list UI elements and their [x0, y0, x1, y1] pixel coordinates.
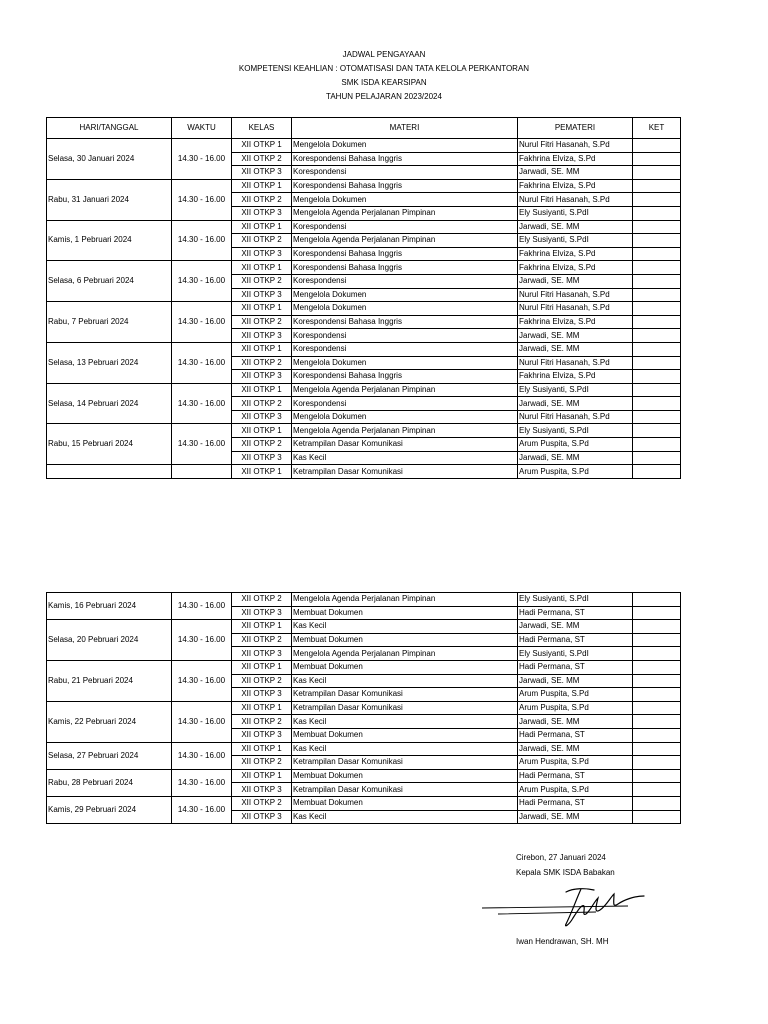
note-cell [633, 302, 681, 316]
material-cell: Mengelola Dokumen [292, 139, 518, 153]
note-cell [633, 701, 681, 715]
material-cell: Membuat Dokumen [292, 728, 518, 742]
material-cell: Korespondensi [292, 342, 518, 356]
material-cell: Mengelola Dokumen [292, 356, 518, 370]
teacher-cell: Fakhrina Elviza, S.Pd [518, 179, 633, 193]
day-date-cell: Kamis, 1 Pebruari 2024 [47, 220, 172, 261]
note-cell [633, 139, 681, 153]
teacher-cell: Hadi Permana, ST [518, 606, 633, 620]
class-cell: XII OTKP 3 [232, 606, 292, 620]
teacher-cell: Hadi Permana, ST [518, 796, 633, 810]
note-cell [633, 660, 681, 674]
teacher-cell: Fakhrina Elviza, S.Pd [518, 152, 633, 166]
material-cell: Korespondensi [292, 329, 518, 343]
class-cell: XII OTKP 3 [232, 688, 292, 702]
day-date-cell: Rabu, 15 Pebruari 2024 [47, 424, 172, 465]
note-cell [633, 342, 681, 356]
note-cell [633, 756, 681, 770]
material-cell: Ketrampilan Dasar Komunikasi [292, 701, 518, 715]
day-date-cell: Selasa, 30 Januari 2024 [47, 139, 172, 180]
schedule-title: JADWAL PENGAYAAN [342, 50, 426, 59]
material-cell: Korespondensi [292, 397, 518, 411]
note-cell [633, 783, 681, 797]
table-row [47, 701, 681, 715]
table-row [47, 620, 681, 634]
class-cell: XII OTKP 2 [232, 234, 292, 248]
schedule-table-page-2 [46, 592, 681, 824]
note-cell [633, 206, 681, 220]
teacher-cell: Jarwadi, SE. MM [518, 220, 633, 234]
material-cell: Korespondensi [292, 274, 518, 288]
class-cell: XII OTKP 3 [232, 206, 292, 220]
place-date: Cirebon, 27 Januari 2024 [516, 853, 606, 862]
handwritten-signature [478, 886, 648, 932]
teacher-cell: Hadi Permana, ST [518, 633, 633, 647]
material-cell: Mengelola Agenda Perjalanan Pimpinan [292, 206, 518, 220]
teacher-cell: Jarwadi, SE. MM [518, 342, 633, 356]
class-cell: XII OTKP 2 [232, 356, 292, 370]
class-cell: XII OTKP 2 [232, 193, 292, 207]
time-cell: 14.30 - 16.00 [172, 261, 232, 302]
teacher-cell: Nurul Fitri Hasanah, S.Pd [518, 288, 633, 302]
time-cell: 14.30 - 16.00 [172, 701, 232, 742]
table-row [47, 220, 681, 234]
note-cell [633, 315, 681, 329]
time-cell [172, 465, 232, 479]
note-cell [633, 370, 681, 384]
time-cell: 14.30 - 16.00 [172, 620, 232, 661]
material-cell: Mengelola Agenda Perjalanan Pimpinan [292, 424, 518, 438]
class-cell: XII OTKP 3 [232, 783, 292, 797]
note-cell [633, 220, 681, 234]
teacher-cell: Fakhrina Elviza, S.Pd [518, 315, 633, 329]
teacher-cell: Jarwadi, SE. MM [518, 166, 633, 180]
teacher-cell: Jarwadi, SE. MM [518, 451, 633, 465]
teacher-cell: Arum Puspita, S.Pd [518, 465, 633, 479]
material-cell: Korespondensi [292, 166, 518, 180]
note-cell [633, 247, 681, 261]
material-cell: Ketrampilan Dasar Komunikasi [292, 783, 518, 797]
material-cell: Kas Kecil [292, 674, 518, 688]
teacher-cell: Jarwadi, SE. MM [518, 715, 633, 729]
material-cell: Korespondensi Bahasa Inggris [292, 370, 518, 384]
col-header-class: KELAS [232, 118, 292, 139]
teacher-cell: Jarwadi, SE. MM [518, 397, 633, 411]
time-cell: 14.30 - 16.00 [172, 139, 232, 180]
material-cell: Ketrampilan Dasar Komunikasi [292, 438, 518, 452]
note-cell [633, 742, 681, 756]
class-cell: XII OTKP 1 [232, 701, 292, 715]
table-row [47, 465, 681, 479]
material-cell: Mengelola Agenda Perjalanan Pimpinan [292, 647, 518, 661]
principal-name: Iwan Hendrawan, SH. MH [516, 937, 609, 946]
note-cell [633, 796, 681, 810]
principal-position: Kepala SMK ISDA Babakan [516, 868, 615, 877]
table-row [47, 769, 681, 783]
teacher-cell: Hadi Permana, ST [518, 728, 633, 742]
day-date-cell: Rabu, 7 Pebruari 2024 [47, 302, 172, 343]
note-cell [633, 410, 681, 424]
class-cell: XII OTKP 3 [232, 647, 292, 661]
material-cell: Korespondensi Bahasa Inggris [292, 247, 518, 261]
day-date-cell: Selasa, 6 Pebruari 2024 [47, 261, 172, 302]
note-cell [633, 438, 681, 452]
material-cell: Membuat Dokumen [292, 633, 518, 647]
note-cell [633, 674, 681, 688]
table-row [47, 660, 681, 674]
material-cell: Ketrampilan Dasar Komunikasi [292, 756, 518, 770]
note-cell [633, 810, 681, 824]
col-header-teacher: PEMATERI [518, 118, 633, 139]
table-row [47, 302, 681, 316]
class-cell: XII OTKP 2 [232, 756, 292, 770]
material-cell: Mengelola Dokumen [292, 302, 518, 316]
material-cell: Ketrampilan Dasar Komunikasi [292, 465, 518, 479]
teacher-cell: Arum Puspita, S.Pd [518, 688, 633, 702]
teacher-cell: Fakhrina Elviza, S.Pd [518, 261, 633, 275]
time-cell: 14.30 - 16.00 [172, 179, 232, 220]
note-cell [633, 356, 681, 370]
note-cell [633, 329, 681, 343]
material-cell: Mengelola Dokumen [292, 288, 518, 302]
teacher-cell: Arum Puspita, S.Pd [518, 438, 633, 452]
note-cell [633, 383, 681, 397]
class-cell: XII OTKP 1 [232, 342, 292, 356]
material-cell: Membuat Dokumen [292, 796, 518, 810]
class-cell: XII OTKP 3 [232, 728, 292, 742]
time-cell: 14.30 - 16.00 [172, 593, 232, 620]
day-date-cell: Rabu, 31 Januari 2024 [47, 179, 172, 220]
table-row [47, 261, 681, 275]
material-cell: Membuat Dokumen [292, 660, 518, 674]
class-cell: XII OTKP 2 [232, 397, 292, 411]
material-cell: Kas Kecil [292, 620, 518, 634]
class-cell: XII OTKP 2 [232, 674, 292, 688]
time-cell: 14.30 - 16.00 [172, 660, 232, 701]
teacher-cell: Ely Susiyanti, S.PdI [518, 647, 633, 661]
note-cell [633, 451, 681, 465]
class-cell: XII OTKP 2 [232, 633, 292, 647]
material-cell: Korespondensi Bahasa Inggris [292, 315, 518, 329]
class-cell: XII OTKP 3 [232, 288, 292, 302]
class-cell: XII OTKP 2 [232, 315, 292, 329]
class-cell: XII OTKP 3 [232, 166, 292, 180]
col-header-time: WAKTU [172, 118, 232, 139]
note-cell [633, 261, 681, 275]
material-cell: Membuat Dokumen [292, 606, 518, 620]
material-cell: Mengelola Agenda Perjalanan Pimpinan [292, 234, 518, 248]
class-cell: XII OTKP 1 [232, 742, 292, 756]
table-row [47, 742, 681, 756]
day-date-cell [47, 465, 172, 479]
class-cell: XII OTKP 2 [232, 274, 292, 288]
material-cell: Kas Kecil [292, 715, 518, 729]
note-cell [633, 166, 681, 180]
material-cell: Mengelola Agenda Perjalanan Pimpinan [292, 383, 518, 397]
material-cell: Ketrampilan Dasar Komunikasi [292, 688, 518, 702]
teacher-cell: Hadi Permana, ST [518, 660, 633, 674]
day-date-cell: Selasa, 20 Pebruari 2024 [47, 620, 172, 661]
day-date-cell: Kamis, 16 Pebruari 2024 [47, 593, 172, 620]
material-cell: Mengelola Dokumen [292, 193, 518, 207]
table-row [47, 383, 681, 397]
material-cell: Membuat Dokumen [292, 769, 518, 783]
time-cell: 14.30 - 16.00 [172, 424, 232, 465]
teacher-cell: Arum Puspita, S.Pd [518, 783, 633, 797]
class-cell: XII OTKP 3 [232, 247, 292, 261]
note-cell [633, 647, 681, 661]
table-header-row [47, 118, 681, 139]
note-cell [633, 728, 681, 742]
class-cell: XII OTKP 3 [232, 810, 292, 824]
class-cell: XII OTKP 3 [232, 370, 292, 384]
col-header-note: KET [633, 118, 681, 139]
material-cell: Mengelola Agenda Perjalanan Pimpinan [292, 593, 518, 607]
class-cell: XII OTKP 1 [232, 261, 292, 275]
class-cell: XII OTKP 1 [232, 179, 292, 193]
table-row [47, 139, 681, 153]
teacher-cell: Fakhrina Elviza, S.Pd [518, 247, 633, 261]
day-date-cell: Selasa, 27 Pebruari 2024 [47, 742, 172, 769]
material-cell: Korespondensi Bahasa Inggris [292, 261, 518, 275]
note-cell [633, 606, 681, 620]
time-cell: 14.30 - 16.00 [172, 383, 232, 424]
note-cell [633, 274, 681, 288]
day-date-cell: Selasa, 13 Pebruari 2024 [47, 342, 172, 383]
school-name: SMK ISDA KEARSIPAN [341, 78, 427, 87]
material-cell: Korespondensi Bahasa Inggris [292, 179, 518, 193]
class-cell: XII OTKP 2 [232, 715, 292, 729]
class-cell: XII OTKP 3 [232, 410, 292, 424]
note-cell [633, 152, 681, 166]
time-cell: 14.30 - 16.00 [172, 342, 232, 383]
note-cell [633, 234, 681, 248]
col-header-material: MATERI [292, 118, 518, 139]
class-cell: XII OTKP 1 [232, 302, 292, 316]
table-row [47, 342, 681, 356]
teacher-cell: Ely Susiyanti, S.PdI [518, 234, 633, 248]
day-date-cell: Rabu, 28 Pebruari 2024 [47, 769, 172, 796]
time-cell: 14.30 - 16.00 [172, 796, 232, 823]
class-cell: XII OTKP 2 [232, 593, 292, 607]
day-date-cell: Selasa, 14 Pebruari 2024 [47, 383, 172, 424]
note-cell [633, 633, 681, 647]
note-cell [633, 179, 681, 193]
teacher-cell: Jarwadi, SE. MM [518, 329, 633, 343]
note-cell [633, 424, 681, 438]
time-cell: 14.30 - 16.00 [172, 302, 232, 343]
class-cell: XII OTKP 1 [232, 465, 292, 479]
note-cell [633, 465, 681, 479]
table-row [47, 424, 681, 438]
teacher-cell: Ely Susiyanti, S.PdI [518, 383, 633, 397]
time-cell: 14.30 - 16.00 [172, 769, 232, 796]
note-cell [633, 288, 681, 302]
class-cell: XII OTKP 1 [232, 220, 292, 234]
class-cell: XII OTKP 2 [232, 438, 292, 452]
material-cell: Korespondensi Bahasa Inggris [292, 152, 518, 166]
class-cell: XII OTKP 1 [232, 769, 292, 783]
material-cell: Kas Kecil [292, 451, 518, 465]
class-cell: XII OTKP 1 [232, 139, 292, 153]
schedule-table-page-1 [46, 117, 681, 479]
day-date-cell: Rabu, 21 Pebruari 2024 [47, 660, 172, 701]
time-cell: 14.30 - 16.00 [172, 742, 232, 769]
day-date-cell: Kamis, 29 Pebruari 2024 [47, 796, 172, 823]
teacher-cell: Jarwadi, SE. MM [518, 674, 633, 688]
material-cell: Kas Kecil [292, 810, 518, 824]
teacher-cell: Arum Puspita, S.Pd [518, 701, 633, 715]
teacher-cell: Jarwadi, SE. MM [518, 810, 633, 824]
note-cell [633, 769, 681, 783]
class-cell: XII OTKP 1 [232, 383, 292, 397]
teacher-cell: Fakhrina Elviza, S.Pd [518, 370, 633, 384]
note-cell [633, 193, 681, 207]
teacher-cell: Ely Susiyanti, S.PdI [518, 424, 633, 438]
teacher-cell: Jarwadi, SE. MM [518, 742, 633, 756]
teacher-cell: Hadi Permana, ST [518, 769, 633, 783]
material-cell: Mengelola Dokumen [292, 410, 518, 424]
teacher-cell: Arum Puspita, S.Pd [518, 756, 633, 770]
teacher-cell: Nurul Fitri Hasanah, S.Pd [518, 139, 633, 153]
day-date-cell: Kamis, 22 Pebruari 2024 [47, 701, 172, 742]
class-cell: XII OTKP 2 [232, 796, 292, 810]
note-cell [633, 688, 681, 702]
teacher-cell: Ely Susiyanti, S.PdI [518, 593, 633, 607]
class-cell: XII OTKP 3 [232, 451, 292, 465]
competency-title: KOMPETENSI KEAHLIAN : OTOMATISASI DAN TATA KELOLA PERKANTORAN [238, 64, 530, 73]
note-cell [633, 593, 681, 607]
note-cell [633, 397, 681, 411]
teacher-cell: Nurul Fitri Hasanah, S.Pd [518, 302, 633, 316]
material-cell: Kas Kecil [292, 742, 518, 756]
col-header-day: HARI/TANGGAL [47, 118, 172, 139]
teacher-cell: Nurul Fitri Hasanah, S.Pd [518, 356, 633, 370]
time-cell: 14.30 - 16.00 [172, 220, 232, 261]
class-cell: XII OTKP 1 [232, 620, 292, 634]
teacher-cell: Ely Susiyanti, S.PdI [518, 206, 633, 220]
teacher-cell: Jarwadi, SE. MM [518, 620, 633, 634]
table-row [47, 179, 681, 193]
class-cell: XII OTKP 2 [232, 152, 292, 166]
teacher-cell: Jarwadi, SE. MM [518, 274, 633, 288]
note-cell [633, 620, 681, 634]
table-row [47, 593, 681, 607]
material-cell: Korespondensi [292, 220, 518, 234]
class-cell: XII OTKP 1 [232, 424, 292, 438]
class-cell: XII OTKP 1 [232, 660, 292, 674]
academic-year: TAHUN PELAJARAN 2023/2024 [326, 92, 442, 101]
table-row [47, 796, 681, 810]
note-cell [633, 715, 681, 729]
teacher-cell: Nurul Fitri Hasanah, S.Pd [518, 193, 633, 207]
class-cell: XII OTKP 3 [232, 329, 292, 343]
teacher-cell: Nurul Fitri Hasanah, S.Pd [518, 410, 633, 424]
